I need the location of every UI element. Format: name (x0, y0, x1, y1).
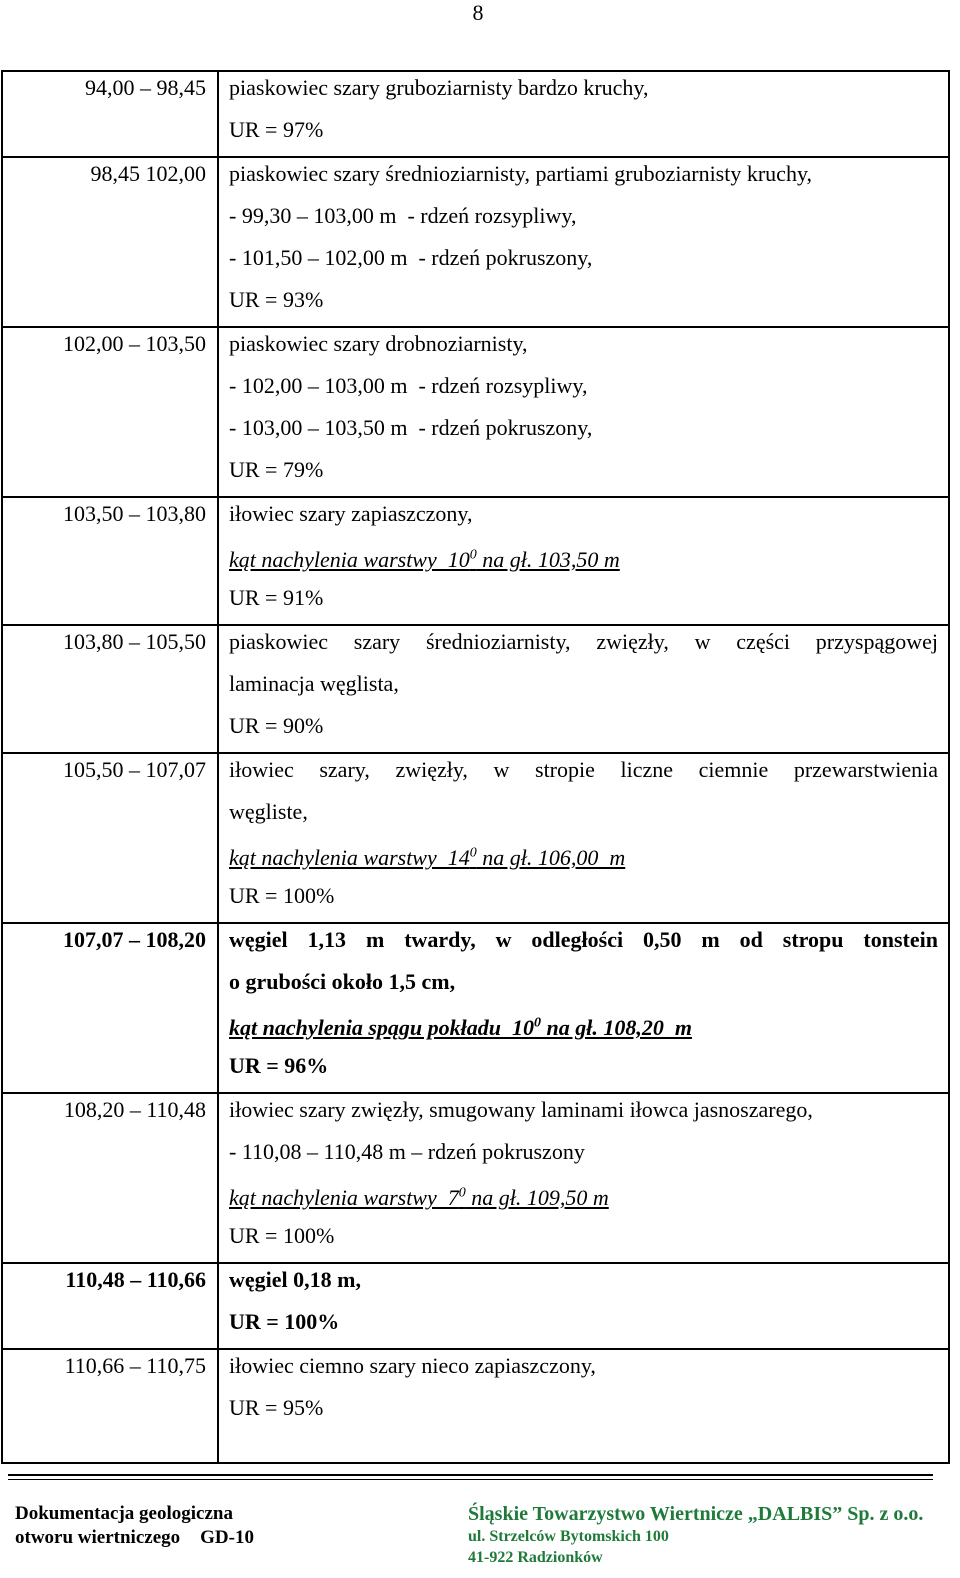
core-recovery: UR = 100% (229, 883, 335, 908)
lithology-description (218, 753, 949, 923)
core-recovery: UR = 100% (229, 1223, 335, 1248)
core-recovery: UR = 95% (229, 1395, 324, 1420)
dip-angle-prefix: kąt nachylenia warstwy 14 (229, 845, 470, 871)
description-line: iłowiec szary zwięzły, smugowany laminami iłowca jasnoszarego, (229, 1097, 813, 1122)
lithology-description (218, 625, 949, 753)
log-row (2, 1093, 949, 1263)
log-row (2, 625, 949, 753)
depth-interval (2, 327, 218, 497)
footer-divider (8, 1474, 933, 1476)
footer-borehole-id: GD-10 (200, 1527, 254, 1548)
footer-document-info (15, 1502, 254, 1550)
core-recovery: UR = 91% (229, 585, 324, 610)
depth-interval (2, 497, 218, 625)
dip-angle-depth: na gł. 109,50 m (465, 1185, 609, 1211)
log-row (2, 71, 949, 157)
footer-company-street: ul. Strzelców Bytomskich 100 (468, 1528, 669, 1545)
description-line: piaskowiec szary drobnoziarnisty, (229, 331, 528, 356)
description-line: laminacja węglista, (229, 671, 399, 696)
log-row (2, 497, 949, 625)
depth-interval (2, 923, 218, 1093)
depth-interval-text: 103,50 – 103,80 (63, 501, 206, 526)
depth-interval (2, 753, 218, 923)
depth-interval-text: 110,48 – 110,66 (65, 1267, 206, 1292)
depth-interval-text: 102,00 – 103,50 (63, 331, 206, 356)
footer-doc-title: Dokumentacja geologiczna (15, 1503, 233, 1524)
log-row (2, 1263, 949, 1349)
description-line: iłowiec szary zapiaszczony, (229, 501, 473, 526)
dip-angle-text (229, 845, 625, 870)
depth-interval (2, 1263, 218, 1349)
sub-interval-note: - 103,00 – 103,50 m - rdzeń pokruszony, (229, 415, 593, 440)
dip-angle-note (229, 1178, 938, 1220)
log-row (2, 327, 949, 497)
depth-interval (2, 71, 218, 157)
log-row (2, 753, 949, 923)
dip-angle-note (229, 540, 938, 582)
degree-superscript: 0 (469, 548, 477, 563)
degree-superscript: 0 (469, 846, 477, 861)
depth-interval-text: 105,50 – 107,07 (63, 757, 206, 782)
description-line: piaskowiec szary średnioziarnisty, zwięzły, w części przyspągowej (229, 629, 938, 654)
depth-interval-text: 107,07 – 108,20 (63, 927, 206, 952)
dip-angle-depth: na gł. 108,20 m (540, 1015, 692, 1041)
footer-company-city: 41-922 Radzionków (468, 1549, 603, 1566)
description-line: iłowiec ciemno szary nieco zapiaszczony, (229, 1353, 596, 1378)
depth-interval-text: 108,20 – 110,48 (63, 1097, 206, 1122)
dip-angle-prefix: kąt nachylenia spągu pokładu 10 (229, 1015, 534, 1041)
description-line: iłowiec szary, zwięzły, w stropie liczne ciemnie przewarstwienia (229, 757, 938, 782)
depth-interval (2, 1349, 218, 1463)
depth-interval-text: 110,66 – 110,75 (64, 1353, 206, 1378)
description-line: o grubości około 1,5 cm, (229, 969, 456, 994)
core-recovery: UR = 93% (229, 287, 324, 312)
dip-angle-depth: na gł. 103,50 m (476, 547, 620, 573)
page-number: 8 (472, 0, 484, 25)
lithology-description (218, 1263, 949, 1349)
degree-superscript: 0 (533, 1016, 541, 1031)
description-line: piaskowiec szary gruboziarnisty bardzo kruchy, (229, 75, 649, 100)
core-recovery: UR = 79% (229, 457, 324, 482)
log-row (2, 1349, 949, 1463)
lithology-description (218, 1349, 949, 1463)
description-line: węgiel 0,18 m, (229, 1267, 361, 1292)
sub-interval-note: - 101,50 – 102,00 m - rdzeń pokruszony, (229, 245, 593, 270)
borehole-log-table (1, 70, 950, 1464)
description-line: węgiel 1,13 m twardy, w odległości 0,50 m od stropu tonstein (229, 927, 938, 952)
dip-angle-text (229, 1185, 609, 1210)
description-line: piaskowiec szary średnioziarnisty, partiami gruboziarnisty kruchy, (229, 161, 813, 186)
core-recovery: UR = 100% (229, 1309, 340, 1334)
lithology-description (218, 497, 949, 625)
degree-superscript: 0 (458, 1186, 466, 1201)
dip-angle-note (229, 1008, 938, 1050)
depth-interval (2, 157, 218, 327)
dip-angle-depth: na gł. 106,00 m (476, 845, 626, 871)
core-recovery: UR = 96% (229, 1053, 329, 1078)
lithology-description (218, 157, 949, 327)
dip-angle-text (229, 547, 620, 572)
description-line: węgliste, (229, 799, 308, 824)
footer-company-info (468, 1502, 923, 1568)
dip-angle-text (229, 1015, 692, 1040)
log-table-body (2, 71, 949, 1463)
lithology-description (218, 71, 949, 157)
sub-interval-note: - 110,08 – 110,48 m – rdzeń pokruszony (229, 1139, 585, 1164)
dip-angle-prefix: kąt nachylenia warstwy 7 (229, 1185, 459, 1211)
lithology-description (218, 923, 949, 1093)
footer-borehole-line (15, 1526, 254, 1550)
footer-divider-thin (8, 1479, 933, 1480)
log-row (2, 923, 949, 1093)
core-recovery: UR = 90% (229, 713, 324, 738)
depth-interval (2, 625, 218, 753)
dip-angle-note (229, 838, 938, 880)
footer-company-name: Śląskie Towarzystwo Wiertnicze „DALBIS” Sp. z o.o. (468, 1503, 924, 1525)
depth-interval-text: 98,45 102,00 (90, 161, 206, 186)
log-row (2, 157, 949, 327)
footer-borehole-label: otworu wiertniczego (15, 1527, 181, 1548)
sub-interval-note: - 102,00 – 103,00 m - rdzeń rozsypliwy, (229, 373, 588, 398)
dip-angle-prefix: kąt nachylenia warstwy 10 (229, 547, 470, 573)
lithology-description (218, 327, 949, 497)
depth-interval-text: 103,80 – 105,50 (63, 629, 206, 654)
sub-interval-note: - 99,30 – 103,00 m - rdzeń rozsypliwy, (229, 203, 577, 228)
depth-interval-text: 94,00 – 98,45 (85, 75, 206, 100)
lithology-description (218, 1093, 949, 1263)
depth-interval (2, 1093, 218, 1263)
core-recovery: UR = 97% (229, 117, 324, 142)
